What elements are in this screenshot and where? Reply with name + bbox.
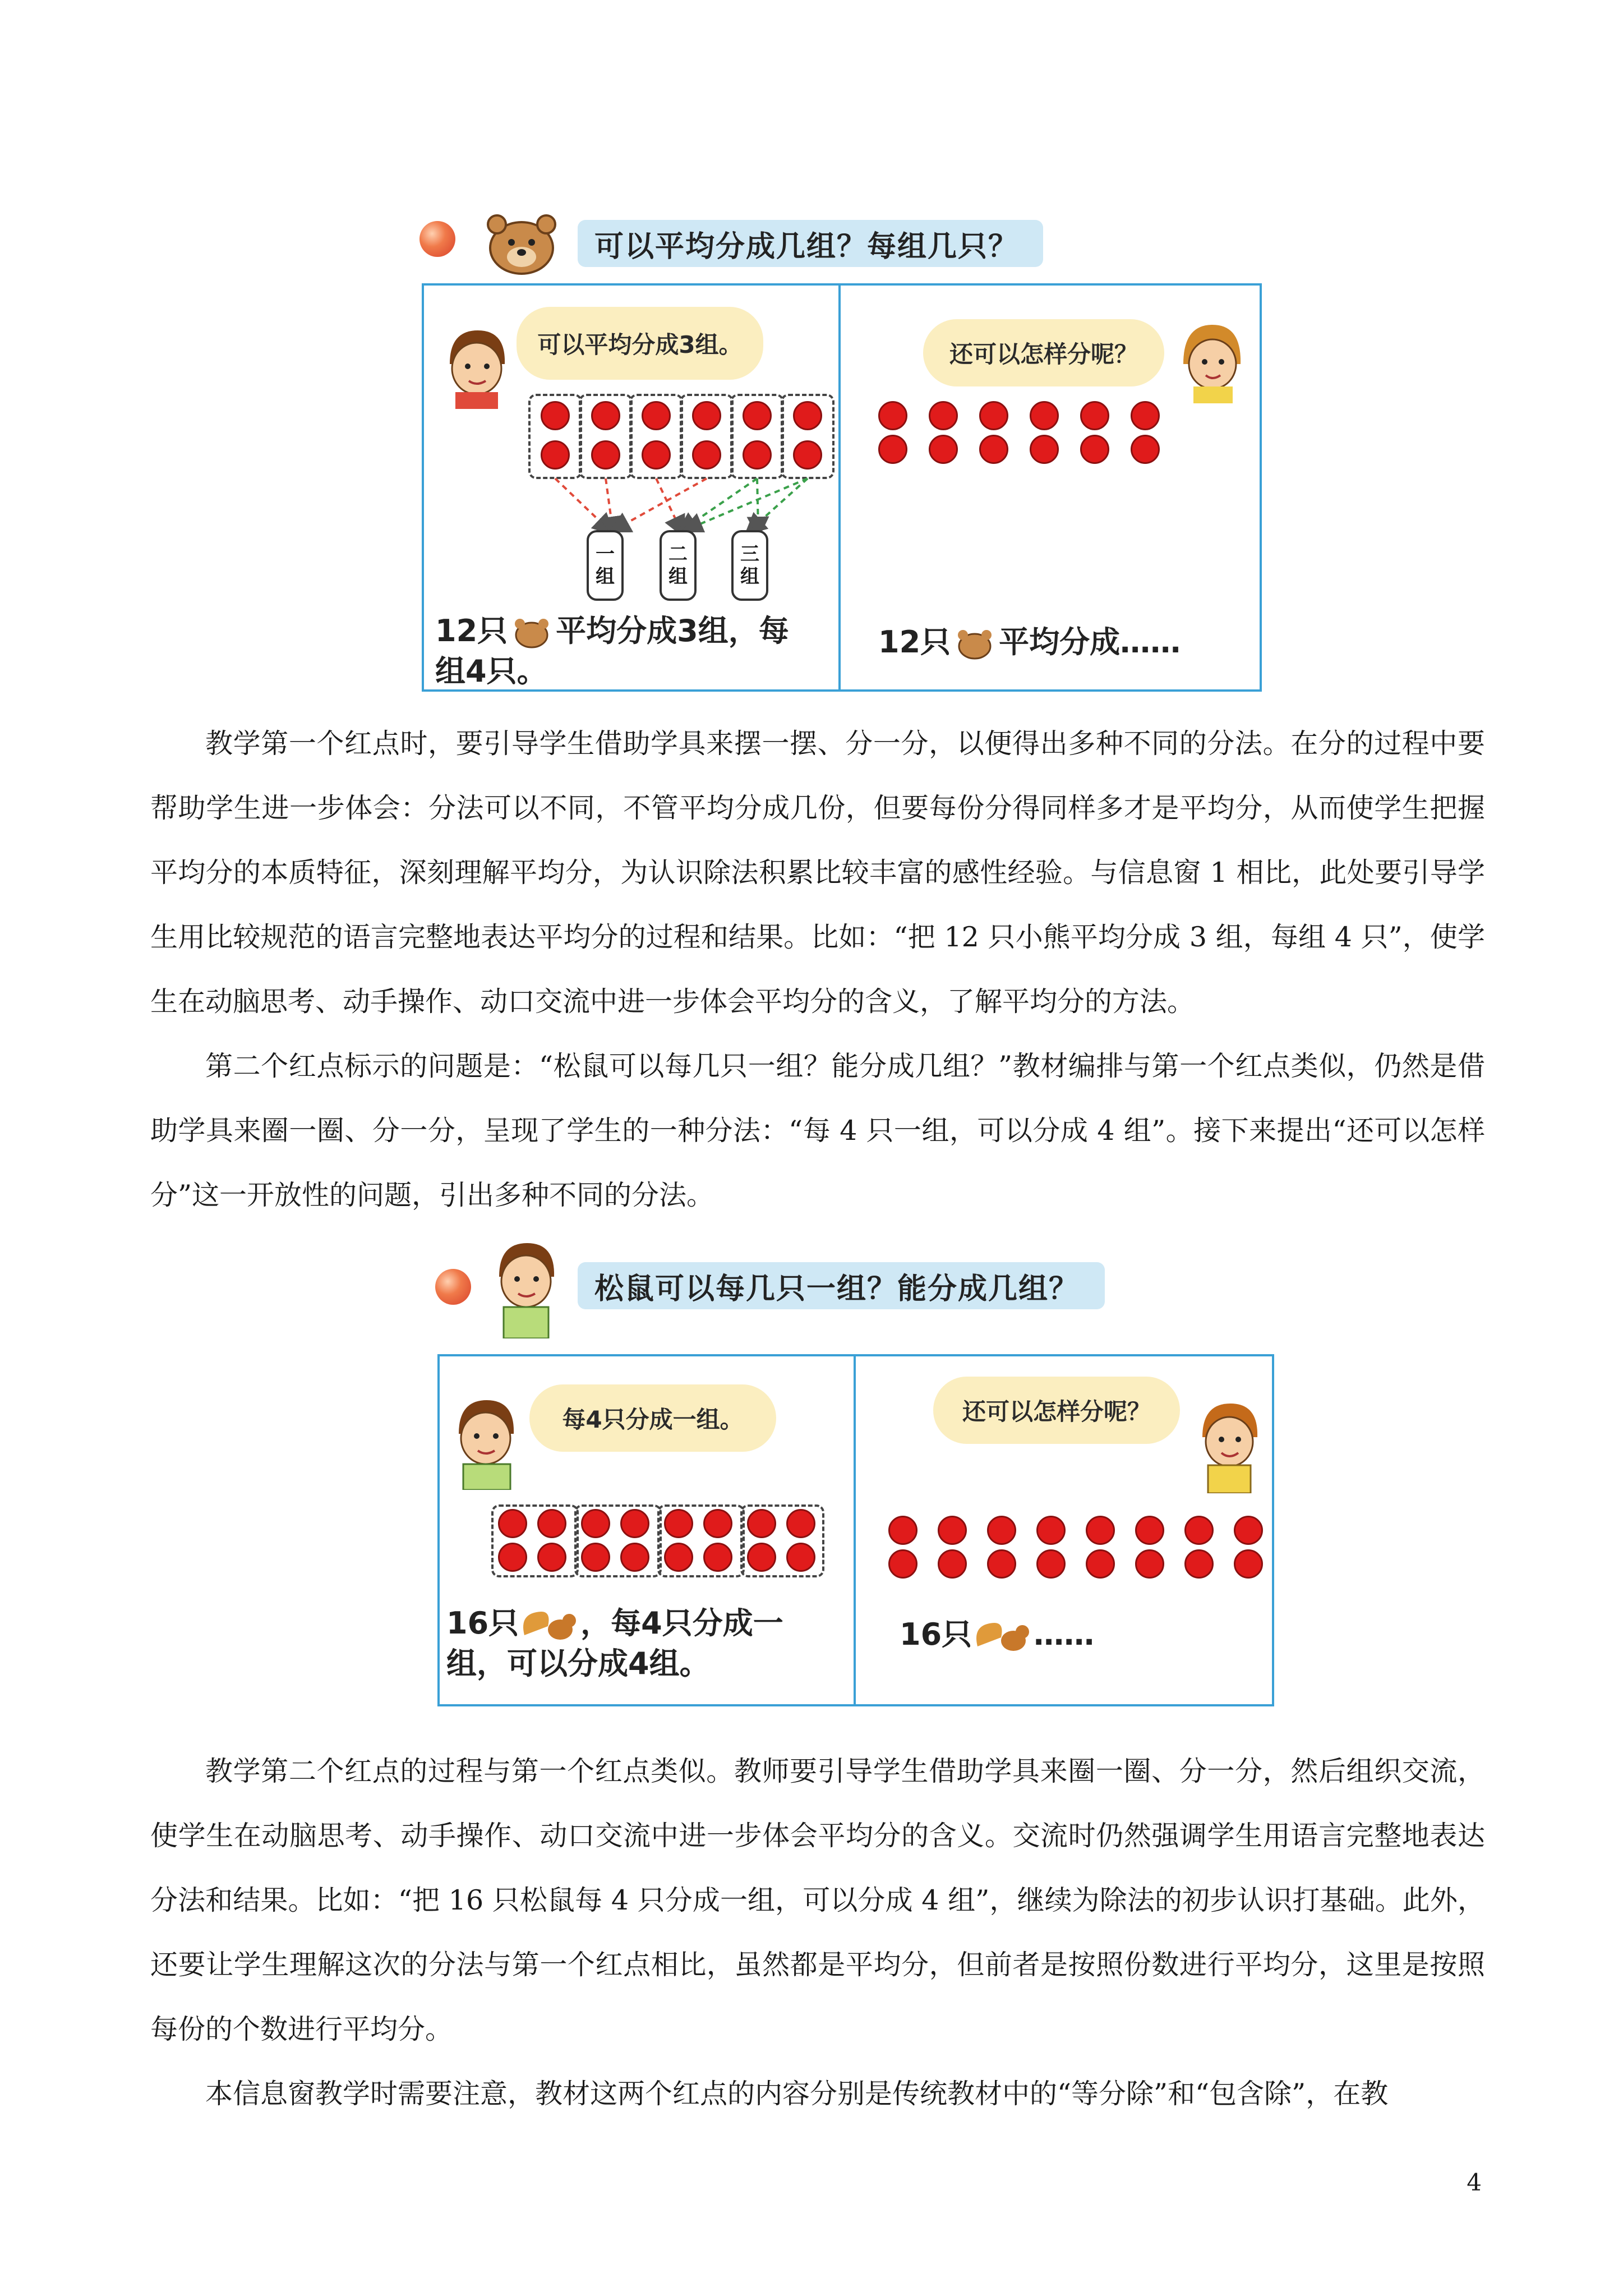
counter-dot bbox=[793, 440, 822, 470]
red-dot-bullet-icon bbox=[419, 221, 455, 257]
counter-dot bbox=[1080, 435, 1109, 464]
figure2-frame bbox=[437, 1354, 1274, 1706]
counter-dot bbox=[703, 1509, 732, 1538]
figure2-title: 松鼠可以每几只一组？能分成几组？ bbox=[578, 1262, 1105, 1309]
counter-dot bbox=[498, 1509, 527, 1538]
counter-dot bbox=[786, 1543, 815, 1572]
counter-dot bbox=[620, 1543, 649, 1572]
figure2-left-bubble: 每4只分成一组。 bbox=[529, 1384, 776, 1452]
group-label-2: 二 组 bbox=[660, 530, 697, 601]
counter-dot bbox=[642, 401, 671, 430]
counter-dot bbox=[537, 1543, 566, 1572]
counter-dot bbox=[1086, 1549, 1115, 1579]
counter-dot bbox=[888, 1549, 917, 1579]
counter-dot bbox=[747, 1543, 776, 1572]
counter-dot bbox=[541, 401, 570, 430]
counter-dot bbox=[878, 401, 907, 430]
counter-dot bbox=[591, 440, 620, 470]
counter-dot bbox=[620, 1509, 649, 1538]
counter-dot bbox=[743, 401, 772, 430]
bear-icon bbox=[951, 627, 999, 661]
paragraph: 本信息窗教学时需要注意，教材这两个红点的内容分别是传统教材中的“等分除”和“包含除”，在教 bbox=[205, 2078, 1389, 2110]
boy-icon bbox=[448, 1395, 532, 1490]
bear-icon bbox=[508, 616, 556, 650]
figure2-right-bubble: 还可以怎样分呢？ bbox=[933, 1377, 1180, 1444]
counter-dot bbox=[938, 1549, 967, 1579]
counter-dot bbox=[703, 1543, 732, 1572]
bear-icon bbox=[477, 203, 566, 276]
counter-dot bbox=[929, 435, 958, 464]
counter-dot bbox=[1234, 1549, 1263, 1579]
counter-dot bbox=[987, 1516, 1016, 1545]
counter-dot bbox=[987, 1549, 1016, 1579]
paragraph: 第二个红点标示的问题是：“松鼠可以每几只一组？能分成几组？”教材编排与第一个红点类似，仍然是借助学具来圈一圈、分一分，呈现了学生的一种分法：“每 4 只一组，可以分成 4 组”。接下来提出“还可以怎样分”这一开放性的问题，引出多种不同的分法。 bbox=[150, 1050, 1485, 1211]
boy-icon bbox=[439, 325, 511, 409]
body-text-block-1 bbox=[150, 711, 1485, 1227]
counter-dot bbox=[498, 1543, 527, 1572]
figure1-title: 可以平均分成几组？每组几只？ bbox=[578, 220, 1043, 267]
counter-dot bbox=[979, 435, 1008, 464]
counter-dot bbox=[581, 1543, 610, 1572]
paragraph: 教学第一个红点时，要引导学生借助学具来摆一摆、分一分，以便得出多种不同的分法。在分的过程中要帮助学生进一步体会：分法可以不同，不管平均分成几份，但要每份分得同样多才是平均分，从而使学生把握平均分的本质特征，深刻理解平均分，为认识除法积累比较丰富的感性经验。与信息窗 1 相比，此处要引导学生用比较规范的语言完整地表达平均分的过程和结果。比如：“把 12 只小熊平均分成 3 组，每组 4 只”，使学生在动脑思考、动手操作、动口交流中进一步体会平均分的含义，了解平均分的方法。 bbox=[150, 728, 1485, 1018]
red-dot-bullet-icon bbox=[435, 1269, 471, 1305]
counter-dot bbox=[888, 1516, 917, 1545]
page-number: 4 bbox=[1467, 2169, 1482, 2196]
counter-dot bbox=[591, 401, 620, 430]
figure2-divider bbox=[854, 1356, 856, 1704]
counter-dot bbox=[1131, 401, 1160, 430]
counter-dot bbox=[1080, 401, 1109, 430]
counter-dot bbox=[1030, 401, 1059, 430]
boy-icon bbox=[488, 1237, 561, 1338]
figure1-right-caption: 12只 平均分成…… bbox=[878, 622, 1248, 662]
squirrel-icon bbox=[972, 1618, 1034, 1654]
counter-dot bbox=[1036, 1516, 1066, 1545]
counter-dot bbox=[938, 1516, 967, 1545]
figure1-right-bubble: 还可以怎样分呢？ bbox=[923, 319, 1164, 386]
grouping-arrows bbox=[525, 476, 839, 532]
boy-icon bbox=[1191, 1398, 1264, 1493]
counter-dot bbox=[793, 401, 822, 430]
counter-dot bbox=[692, 401, 721, 430]
counter-dot bbox=[747, 1509, 776, 1538]
counter-dot bbox=[1030, 435, 1059, 464]
group-label-1: 一 组 bbox=[587, 530, 624, 601]
counter-dot bbox=[1135, 1516, 1164, 1545]
counter-dot bbox=[1184, 1549, 1214, 1579]
girl-icon bbox=[1175, 319, 1248, 403]
figure2-left-caption: 16只 ，每4只分成一 组，可以分成4组。 bbox=[446, 1605, 783, 1681]
counter-dot bbox=[537, 1509, 566, 1538]
counter-dot bbox=[541, 440, 570, 470]
counter-dot bbox=[692, 440, 721, 470]
counter-dot bbox=[1086, 1516, 1115, 1545]
counter-dot bbox=[642, 440, 671, 470]
counter-dot bbox=[878, 435, 907, 464]
figure2-right-caption: 16只 …… bbox=[900, 1614, 1258, 1655]
figure1-left-caption: 12只 平均分成3组，每 组4只。 bbox=[435, 613, 789, 689]
counter-dot bbox=[979, 401, 1008, 430]
counter-dot bbox=[664, 1509, 693, 1538]
counter-dot bbox=[664, 1543, 693, 1572]
counter-dot bbox=[1036, 1549, 1066, 1579]
figure1-frame bbox=[422, 283, 1262, 692]
counter-dot bbox=[1234, 1516, 1263, 1545]
counter-dot bbox=[743, 440, 772, 470]
counter-dot bbox=[1131, 435, 1160, 464]
counter-dot bbox=[929, 401, 958, 430]
group-label-3: 三 组 bbox=[731, 530, 768, 601]
counter-dot bbox=[581, 1509, 610, 1538]
paragraph: 教学第二个红点的过程与第一个红点类似。教师要引导学生借助学具来圈一圈、分一分，然后组织交流，使学生在动脑思考、动手操作、动口交流中进一步体会平均分的含义。交流时仍然强调学生用语言完整地表达分法和结果。比如：“把 16 只松鼠每 4 只分成一组，可以分成 4 组”，继续为除法的初步认识打基础。此外，还要让学生理解这次的分法与第一个红点相比，虽然都是平均分，但前者是按照份数进行平均分，这里是按照每份的个数进行平均分。 bbox=[150, 1755, 1485, 2045]
counter-dot bbox=[1135, 1549, 1164, 1579]
counter-dot bbox=[786, 1509, 815, 1538]
counter-dot bbox=[1184, 1516, 1214, 1545]
figure1-left-bubble: 可以平均分成3组。 bbox=[517, 307, 763, 380]
body-text-block-2 bbox=[150, 1739, 1485, 2126]
squirrel-icon bbox=[519, 1607, 580, 1643]
